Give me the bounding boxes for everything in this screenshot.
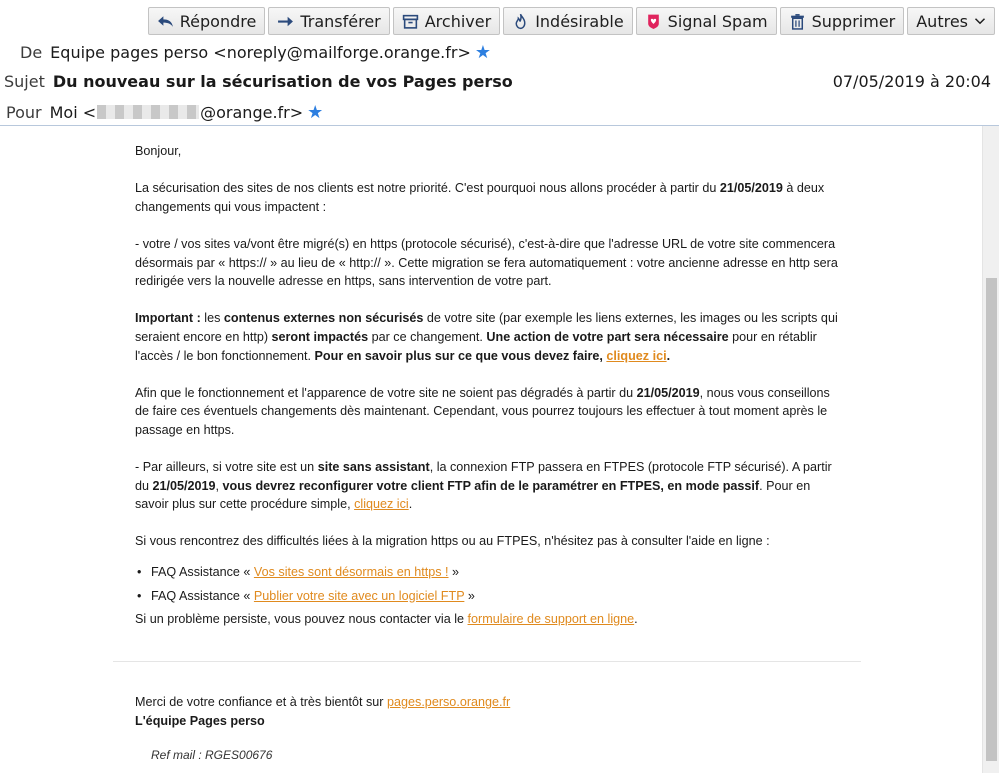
paragraph-support (135, 610, 845, 629)
faq-https-link[interactable]: Vos sites sont désormais en https ! (253, 565, 449, 580)
archive-icon (402, 13, 419, 30)
vertical-scrollbar[interactable] (982, 126, 999, 773)
trash-icon (789, 13, 806, 30)
reply-button[interactable] (148, 7, 266, 35)
redacted-address (97, 105, 199, 119)
text: . (408, 497, 413, 512)
site-link[interactable]: pages.perso.orange.fr (387, 695, 511, 709)
paragraph-intro (135, 179, 845, 216)
text: de votre site (par exemple les liens externes, les images ou les scripts qui seraient encore en http) (135, 311, 838, 344)
bold-text: contenus externes non sécurisés (223, 311, 424, 326)
text: . (634, 612, 638, 627)
chevron-down-icon (974, 15, 986, 27)
text: . Pour en savoir plus sur cette procédure simple, (135, 478, 811, 512)
text: à deux changements qui vous impactent : (135, 181, 825, 214)
message-body-pane (0, 126, 982, 773)
text: La sécurisation des sites de nos clients est notre priorité. C'est pourquoi nous allons procéder à partir du (135, 181, 720, 196)
to-label: Pour (6, 102, 42, 122)
forward-button[interactable] (268, 7, 389, 35)
faq-ftp-link[interactable]: Publier votre site avec un logiciel FTP (253, 588, 465, 603)
faq-list (135, 563, 845, 605)
greeting: Bonjour, (135, 144, 182, 158)
paragraph-help: Si vous rencontrez des difficultés liées à la migration https ou au FTPES, n'hésitez pas à consulter l'aide en ligne : (135, 534, 770, 549)
more-label: Autres (916, 11, 968, 31)
bold-text: site sans assistant (317, 460, 430, 475)
text: FAQ Assistance « (151, 565, 254, 580)
subject-text: Du nouveau sur la sécurisation de vos Pages perso (52, 71, 513, 91)
text: . (666, 348, 671, 363)
text: par ce changement. (368, 329, 487, 344)
star-icon[interactable]: ★ (474, 41, 491, 63)
message-body (135, 142, 845, 647)
from-address[interactable]: Equipe pages perso <noreply@mailforge.orange.fr> (50, 42, 471, 62)
bold-text: seront impactés (271, 329, 369, 344)
to-prefix[interactable]: Moi < (49, 102, 97, 122)
divider (113, 661, 861, 662)
paragraph-ftp (135, 458, 845, 514)
delete-label: Supprimer (811, 11, 896, 31)
text: , la connexion FTP passera en FTPES (protocole FTP sécurisé). A partir du (135, 460, 832, 493)
archive-button[interactable] (393, 7, 500, 35)
reply-icon (157, 13, 174, 30)
subject-label: Sujet (4, 71, 45, 91)
footer (135, 693, 845, 730)
date-bold: 21/05/2019 (152, 478, 216, 493)
date-bold: 21/05/2019 (636, 385, 700, 400)
reference: Ref mail : RGES00676 (151, 748, 273, 762)
bold-text: vous devrez reconfigurer votre client FTP afin de le paramétrer en FTPES, en mode passif (222, 478, 760, 493)
list-item (135, 587, 845, 606)
important-label: Important : (135, 311, 201, 326)
bold-text: Une action de votre part sera nécessaire (486, 329, 729, 344)
junk-label: Indésirable (535, 11, 624, 31)
text: - Par ailleurs, si votre site est un (135, 460, 318, 475)
signal-spam-label: Signal Spam (667, 11, 768, 31)
to-suffix[interactable]: @orange.fr> (200, 102, 304, 122)
text: Afin que le fonctionnement et l'apparence de votre site ne soient pas dégradés à partir du (135, 385, 637, 400)
flame-icon (512, 13, 529, 30)
message-date: 07/05/2019 à 20:04 (832, 71, 991, 91)
signal-spam-icon (645, 13, 662, 30)
forward-icon (277, 13, 294, 30)
more-button[interactable] (907, 7, 995, 35)
text: FAQ Assistance « (151, 588, 254, 603)
thanks-line (135, 693, 845, 712)
cliquez-ici-link[interactable]: cliquez ici (354, 497, 409, 512)
text: , nous vous conseillons de faire ces éventuels changements dès maintenant. Cependant, vous pourrez toujours les effectuer à tout moment après le passage en https. (135, 385, 830, 437)
text: Merci de votre confiance et à très bientôt sur (135, 695, 387, 709)
support-form-link[interactable]: formulaire de support en ligne (467, 612, 635, 627)
text: » (448, 565, 460, 580)
junk-button[interactable] (503, 7, 632, 35)
from-label: De (20, 42, 43, 62)
signal-spam-button[interactable] (636, 7, 777, 35)
signature-text: L'équipe Pages perso (135, 713, 265, 728)
to-row (6, 100, 999, 124)
forward-label: Transférer (300, 11, 381, 31)
from-row (20, 40, 999, 64)
text: » (464, 588, 475, 603)
text: , (215, 478, 223, 493)
bold-text: Pour en savoir plus sur ce que vous devez faire, (314, 348, 607, 363)
cliquez-ici-link[interactable]: cliquez ici (606, 348, 667, 363)
star-icon[interactable]: ★ (307, 101, 324, 123)
paragraph-advice (135, 384, 845, 440)
archive-label: Archiver (424, 11, 492, 31)
message-toolbar (148, 7, 995, 35)
list-item (135, 563, 845, 582)
date-bold: 21/05/2019 (719, 181, 783, 196)
text: pour en rétablir l'accès / le bon fonctionnement. (135, 329, 817, 363)
paragraph-https: - votre / vos sites va/vont être migré(s) en https (protocole sécurisé), c'est-à-dire que l'adresse URL de votre site commencera désormais par « https:// » au lieu de « http:// ». Cette migration se fera automatiquement : votre ancienne adresse en http sera redirigée vers la nouvelle adresse en https, sans intervention de votre part. (135, 236, 838, 289)
text: les (200, 311, 224, 326)
delete-button[interactable] (780, 7, 905, 35)
signature (135, 712, 845, 731)
reply-label: Répondre (179, 11, 257, 31)
paragraph-important (135, 309, 845, 365)
text: Si un problème persiste, vous pouvez nous contacter via le (135, 612, 468, 627)
scrollbar-thumb[interactable] (986, 278, 997, 761)
